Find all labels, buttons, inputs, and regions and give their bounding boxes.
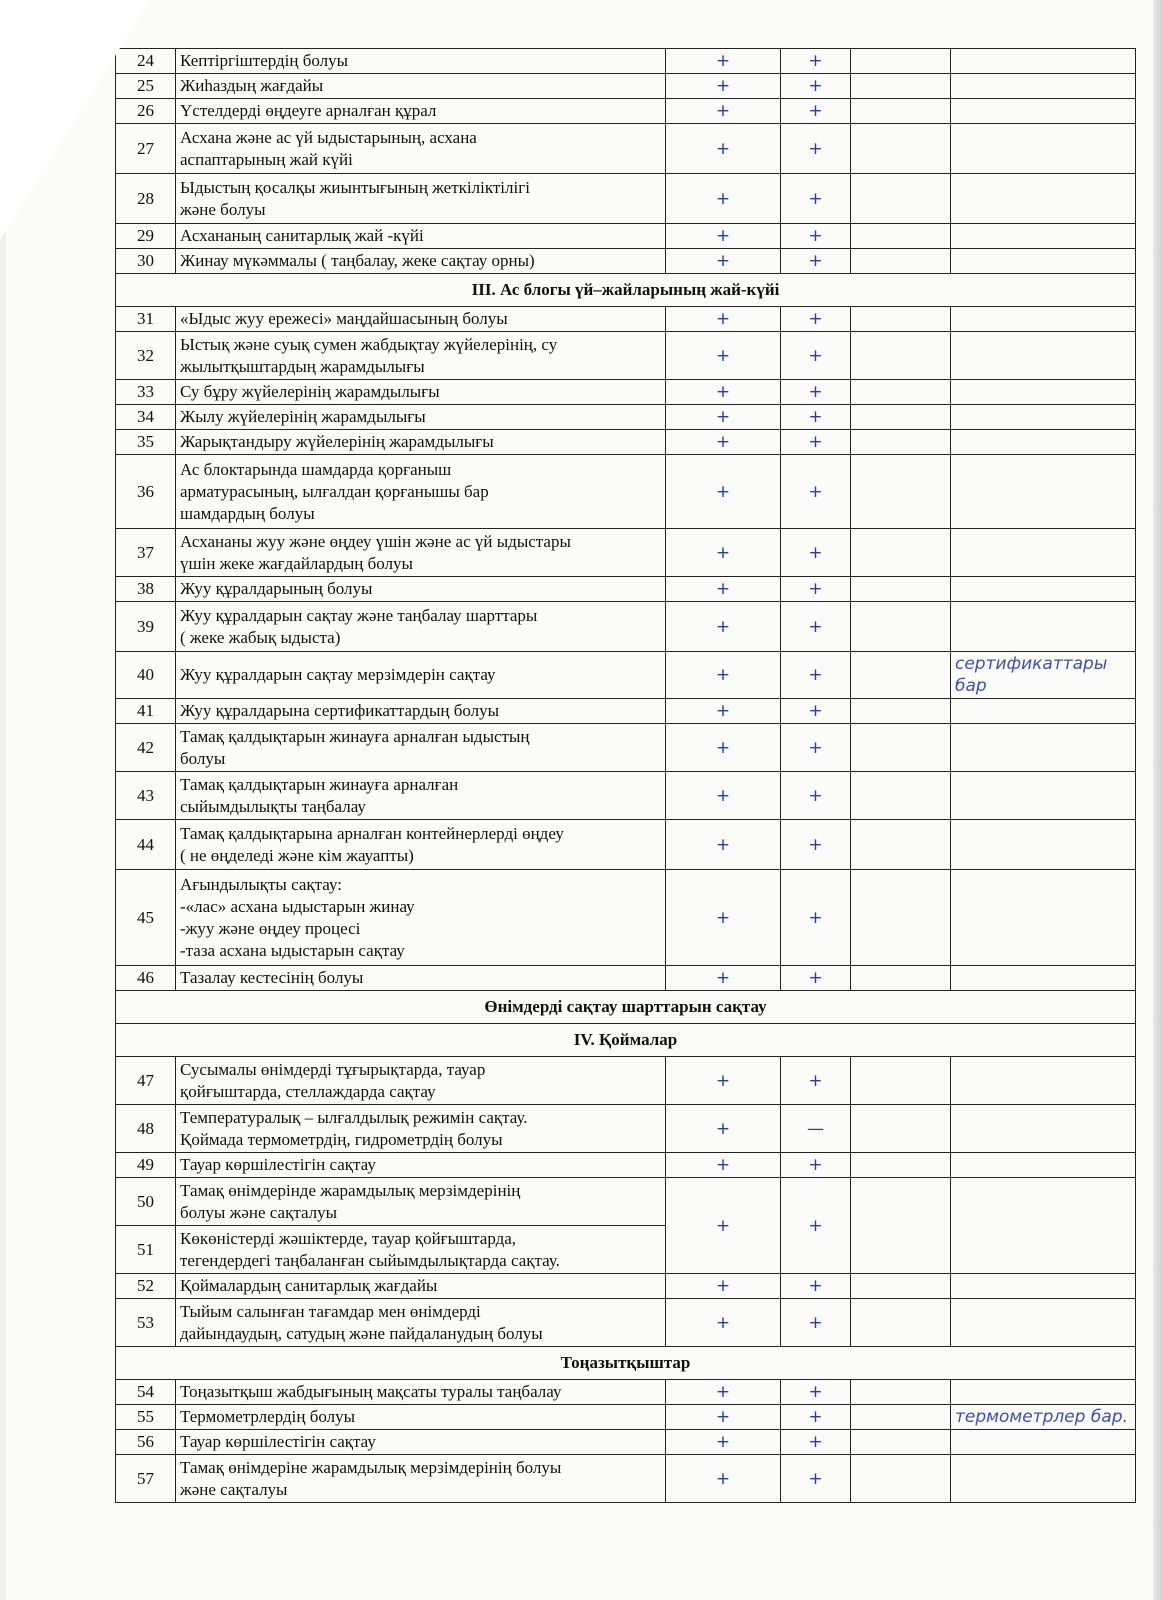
check-mark-1: +	[666, 1380, 781, 1405]
empty-cell	[851, 307, 951, 332]
check-mark-2: +	[781, 1153, 851, 1178]
check-mark-1: +	[666, 307, 781, 332]
table-row	[116, 724, 1136, 772]
check-mark-2: +	[781, 724, 851, 772]
check-mark-1: +	[666, 1299, 781, 1347]
row-number: 30	[116, 249, 176, 274]
row-number: 50	[116, 1178, 176, 1226]
check-mark-1: +	[666, 224, 781, 249]
section-row	[116, 991, 1136, 1024]
check-mark-1: +	[666, 455, 781, 529]
row-number: 32	[116, 332, 176, 380]
handwritten-note	[951, 332, 1136, 380]
row-number: 41	[116, 699, 176, 724]
table-row	[116, 966, 1136, 991]
check-mark-1: +	[666, 380, 781, 405]
table-row	[116, 49, 1136, 74]
empty-cell	[851, 405, 951, 430]
check-mark-1: +	[666, 332, 781, 380]
table-row	[116, 652, 1136, 699]
handwritten-note	[951, 1380, 1136, 1405]
table-row	[116, 1105, 1136, 1153]
check-mark-2: +	[781, 699, 851, 724]
check-mark-1: +	[666, 1274, 781, 1299]
row-number: 37	[116, 529, 176, 577]
table-row	[116, 1380, 1136, 1405]
empty-cell	[851, 1057, 951, 1105]
criterion-text: Тамақ қалдықтарын жинауға арналған сыйымдылықты таңбалау	[176, 772, 666, 820]
empty-cell	[851, 652, 951, 699]
table-row	[116, 224, 1136, 249]
check-mark-2: +	[781, 1455, 851, 1503]
criterion-text: Су бұру жүйелерінің жарамдылығы	[176, 380, 666, 405]
handwritten-note	[951, 699, 1136, 724]
empty-cell	[851, 1105, 951, 1153]
handwritten-note	[951, 380, 1136, 405]
handwritten-note	[951, 455, 1136, 529]
empty-cell	[851, 724, 951, 772]
table-row	[116, 529, 1136, 577]
criterion-text: Тамақ өнімдерінде жарамдылық мерзімдерінің болуы және сақталуы	[176, 1178, 666, 1226]
criterion-text: Тазалау кестесінің болуы	[176, 966, 666, 991]
check-mark-2: +	[781, 249, 851, 274]
handwritten-note	[951, 820, 1136, 870]
empty-cell	[851, 99, 951, 124]
criterion-text: Асхананың санитарлық жай -күйі	[176, 224, 666, 249]
row-number: 26	[116, 99, 176, 124]
criterion-text: Ыстық және суық сумен жабдықтау жүйелерінің, су жылытқыштардың жарамдылығы	[176, 332, 666, 380]
handwritten-note	[951, 1105, 1136, 1153]
table-row	[116, 307, 1136, 332]
check-mark-2: +	[781, 1274, 851, 1299]
check-mark-1: +	[666, 124, 781, 174]
criterion-text: Ыдыстың қосалқы жиынтығының жеткіліктілігі және болуы	[176, 174, 666, 224]
check-mark-2: +	[781, 652, 851, 699]
check-mark-2: +	[781, 380, 851, 405]
section-title: ІІІ. Ас блогы үй–жайларының жай-күйі	[116, 274, 1136, 307]
check-mark-2: +	[781, 602, 851, 652]
criterion-text: Температуралық – ылғалдылық режимін сақтау. Қоймада термометрдің, гидрометрдің болуы	[176, 1105, 666, 1153]
empty-cell	[851, 602, 951, 652]
criterion-text: «Ыдыс жуу ережесі» маңдайшасының болуы	[176, 307, 666, 332]
criterion-text: Термометрлердің болуы	[176, 1405, 666, 1430]
handwritten-note	[951, 1057, 1136, 1105]
check-mark-2: +	[781, 99, 851, 124]
check-mark-1: +	[666, 1178, 781, 1274]
criterion-text: Жиһаздың жағдайы	[176, 74, 666, 99]
criterion-text: Тамақ қалдықтарына арналған контейнерлерді өңдеу ( не өңделеді және кім жауапты)	[176, 820, 666, 870]
check-mark-2: +	[781, 49, 851, 74]
handwritten-note	[951, 1455, 1136, 1503]
empty-cell	[851, 174, 951, 224]
empty-cell	[851, 1153, 951, 1178]
check-mark-1: +	[666, 74, 781, 99]
check-mark-1: +	[666, 870, 781, 966]
page-right-shadow	[1153, 0, 1163, 1600]
empty-cell	[851, 1299, 951, 1347]
check-mark-2: +	[781, 772, 851, 820]
table-row	[116, 772, 1136, 820]
criterion-text: Асхана және ас үй ыдыстарының, асхана аспаптарының жай күйі	[176, 124, 666, 174]
check-mark-2: +	[781, 307, 851, 332]
criterion-text: Сусымалы өнімдерді тұғырықтарда, тауар қойғыштарда, стеллаждарда сақтау	[176, 1057, 666, 1105]
row-number: 39	[116, 602, 176, 652]
inspection-table	[115, 48, 1136, 1503]
criterion-text: Жарықтандыру жүйелерінің жарамдылығы	[176, 430, 666, 455]
criterion-text: Жуу құралдарына сертификаттардың болуы	[176, 699, 666, 724]
check-mark-1: +	[666, 99, 781, 124]
check-mark-2: +	[781, 455, 851, 529]
handwritten-note	[951, 124, 1136, 174]
table-row	[116, 1153, 1136, 1178]
row-number: 43	[116, 772, 176, 820]
check-mark-1: +	[666, 652, 781, 699]
criterion-text: Асхананы жуу және өңдеу үшін және ас үй ыдыстары үшін жеке жағдайлардың болуы	[176, 529, 666, 577]
criterion-text: Көкөністерді жәшіктерде, тауар қойғыштарда, тегендердегі таңбаланған сыйымдылықтарда сақтау.	[176, 1226, 666, 1274]
table-row	[116, 1057, 1136, 1105]
inspection-table-body	[116, 49, 1136, 1503]
check-mark-1: +	[666, 1455, 781, 1503]
check-mark-2: +	[781, 74, 851, 99]
table-row	[116, 99, 1136, 124]
table-row	[116, 820, 1136, 870]
criterion-text: Ағындылықты сақтау: -«лас» асхана ыдыстарын жинау -жуу және өңдеу процесі -таза асхана ыдыстарын сақтау	[176, 870, 666, 966]
section-title: Тоңазытқыштар	[116, 1347, 1136, 1380]
empty-cell	[851, 577, 951, 602]
row-number: 49	[116, 1153, 176, 1178]
row-number: 55	[116, 1405, 176, 1430]
row-number: 28	[116, 174, 176, 224]
row-number: 54	[116, 1380, 176, 1405]
check-mark-2: +	[781, 820, 851, 870]
table-row	[116, 124, 1136, 174]
section-title: ІV. Қоймалар	[116, 1024, 1136, 1057]
criterion-text: Ас блоктарында шамдарда қорғаныш арматурасының, ылғалдан қорғанышы бар шамдардың болуы	[176, 455, 666, 529]
folded-corner	[0, 0, 150, 240]
empty-cell	[851, 74, 951, 99]
check-mark-2: +	[781, 224, 851, 249]
row-number: 53	[116, 1299, 176, 1347]
check-mark-2: +	[781, 1299, 851, 1347]
check-mark-1: +	[666, 724, 781, 772]
empty-cell	[851, 332, 951, 380]
empty-cell	[851, 699, 951, 724]
check-mark-1: +	[666, 249, 781, 274]
row-number: 45	[116, 870, 176, 966]
section-row	[116, 1347, 1136, 1380]
handwritten-note	[951, 602, 1136, 652]
check-mark-2: —	[781, 1105, 851, 1153]
check-mark-1: +	[666, 577, 781, 602]
empty-cell	[851, 1455, 951, 1503]
row-number: 56	[116, 1430, 176, 1455]
check-mark-2: +	[781, 577, 851, 602]
section-row	[116, 1024, 1136, 1057]
section-title: Өнімдерді сақтау шарттарын сақтау	[116, 991, 1136, 1024]
handwritten-note	[951, 405, 1136, 430]
check-mark-2: +	[781, 174, 851, 224]
check-mark-2: +	[781, 430, 851, 455]
check-mark-2: +	[781, 405, 851, 430]
row-number: 33	[116, 380, 176, 405]
criterion-text: Жылу жүйелерінің жарамдылығы	[176, 405, 666, 430]
handwritten-note	[951, 870, 1136, 966]
criterion-text: Үстелдерді өңдеуге арналған құрал	[176, 99, 666, 124]
row-number: 52	[116, 1274, 176, 1299]
criterion-text: Қоймалардың санитарлық жағдайы	[176, 1274, 666, 1299]
empty-cell	[851, 1405, 951, 1430]
row-number: 44	[116, 820, 176, 870]
criterion-text: Кептіргіштердің болуы	[176, 49, 666, 74]
row-number: 46	[116, 966, 176, 991]
check-mark-1: +	[666, 820, 781, 870]
check-mark-2: +	[781, 1380, 851, 1405]
row-number: 47	[116, 1057, 176, 1105]
check-mark-2: +	[781, 966, 851, 991]
empty-cell	[851, 1380, 951, 1405]
criterion-text: Тоңазытқыш жабдығының мақсаты туралы таңбалау	[176, 1380, 666, 1405]
table-row	[116, 380, 1136, 405]
criterion-text: Тауар көршілестігін сақтау	[176, 1153, 666, 1178]
check-mark-1: +	[666, 602, 781, 652]
table-row	[116, 577, 1136, 602]
table-row	[116, 74, 1136, 99]
handwritten-note	[951, 1299, 1136, 1347]
row-number: 48	[116, 1105, 176, 1153]
check-mark-1: +	[666, 772, 781, 820]
check-mark-1: +	[666, 966, 781, 991]
empty-cell	[851, 772, 951, 820]
check-mark-1: +	[666, 49, 781, 74]
criterion-text: Тыйым салынған тағамдар мен өнімдерді дайындаудың, сатудың және пайдаланудың болуы	[176, 1299, 666, 1347]
check-mark-2: +	[781, 332, 851, 380]
check-mark-1: +	[666, 1405, 781, 1430]
row-number: 38	[116, 577, 176, 602]
handwritten-note: термометрлер бар.	[951, 1405, 1136, 1430]
table-row	[116, 1178, 1136, 1226]
criterion-text: Жуу құралдарының болуы	[176, 577, 666, 602]
empty-cell	[851, 124, 951, 174]
check-mark-2: +	[781, 870, 851, 966]
handwritten-note	[951, 99, 1136, 124]
empty-cell	[851, 820, 951, 870]
criterion-text: Тамақ қалдықтарын жинауға арналған ыдыстың болуы	[176, 724, 666, 772]
table-row	[116, 1274, 1136, 1299]
handwritten-note	[951, 430, 1136, 455]
table-row	[116, 455, 1136, 529]
handwritten-note: сертификаттары бар	[951, 652, 1136, 699]
check-mark-1: +	[666, 1153, 781, 1178]
check-mark-1: +	[666, 430, 781, 455]
criterion-text: Тауар көршілестігін сақтау	[176, 1430, 666, 1455]
row-number: 27	[116, 124, 176, 174]
handwritten-note	[951, 249, 1136, 274]
table-row	[116, 870, 1136, 966]
check-mark-1: +	[666, 529, 781, 577]
handwritten-note	[951, 74, 1136, 99]
empty-cell	[851, 870, 951, 966]
row-number: 51	[116, 1226, 176, 1274]
empty-cell	[851, 966, 951, 991]
empty-cell	[851, 380, 951, 405]
row-number: 24	[116, 49, 176, 74]
check-mark-2: +	[781, 1405, 851, 1430]
handwritten-note	[951, 529, 1136, 577]
row-number: 40	[116, 652, 176, 699]
table-row	[116, 602, 1136, 652]
empty-cell	[851, 224, 951, 249]
empty-cell	[851, 1430, 951, 1455]
handwritten-note	[951, 1153, 1136, 1178]
check-mark-2: +	[781, 124, 851, 174]
handwritten-note	[951, 724, 1136, 772]
handwritten-note	[951, 1178, 1136, 1274]
empty-cell	[851, 1274, 951, 1299]
criterion-text: Жуу құралдарын сақтау мерзімдерін сақтау	[176, 652, 666, 699]
empty-cell	[851, 455, 951, 529]
handwritten-note	[951, 307, 1136, 332]
row-number: 36	[116, 455, 176, 529]
empty-cell	[851, 529, 951, 577]
row-number: 42	[116, 724, 176, 772]
table-row	[116, 405, 1136, 430]
row-number: 34	[116, 405, 176, 430]
check-mark-1: +	[666, 405, 781, 430]
handwritten-note	[951, 577, 1136, 602]
table-row	[116, 332, 1136, 380]
empty-cell	[851, 1178, 951, 1274]
empty-cell	[851, 249, 951, 274]
check-mark-2: +	[781, 1430, 851, 1455]
check-mark-2: +	[781, 1178, 851, 1274]
check-mark-1: +	[666, 1057, 781, 1105]
row-number: 25	[116, 74, 176, 99]
row-number: 29	[116, 224, 176, 249]
table-row	[116, 249, 1136, 274]
check-mark-1: +	[666, 1430, 781, 1455]
handwritten-note	[951, 174, 1136, 224]
handwritten-note	[951, 966, 1136, 991]
table-row	[116, 174, 1136, 224]
section-row	[116, 274, 1136, 307]
handwritten-note	[951, 49, 1136, 74]
table-row	[116, 699, 1136, 724]
check-mark-2: +	[781, 1057, 851, 1105]
handwritten-note	[951, 1430, 1136, 1455]
table-row	[116, 1430, 1136, 1455]
check-mark-1: +	[666, 174, 781, 224]
criterion-text: Жуу құралдарын сақтау және таңбалау шарттары ( жеке жабық ыдыста)	[176, 602, 666, 652]
page-left-edge	[0, 0, 6, 1600]
criterion-text: Тамақ өнімдеріне жарамдылық мерзімдерінің болуы және сақталуы	[176, 1455, 666, 1503]
table-row	[116, 1405, 1136, 1430]
row-number: 35	[116, 430, 176, 455]
check-mark-2: +	[781, 529, 851, 577]
table-row	[116, 1455, 1136, 1503]
handwritten-note	[951, 224, 1136, 249]
table-row	[116, 1299, 1136, 1347]
table-row	[116, 430, 1136, 455]
handwritten-note	[951, 1274, 1136, 1299]
handwritten-note	[951, 772, 1136, 820]
criterion-text: Жинау мүкәммалы ( таңбалау, жеке сақтау орны)	[176, 249, 666, 274]
check-mark-1: +	[666, 1105, 781, 1153]
empty-cell	[851, 49, 951, 74]
empty-cell	[851, 430, 951, 455]
row-number: 31	[116, 307, 176, 332]
check-mark-1: +	[666, 699, 781, 724]
row-number: 57	[116, 1455, 176, 1503]
